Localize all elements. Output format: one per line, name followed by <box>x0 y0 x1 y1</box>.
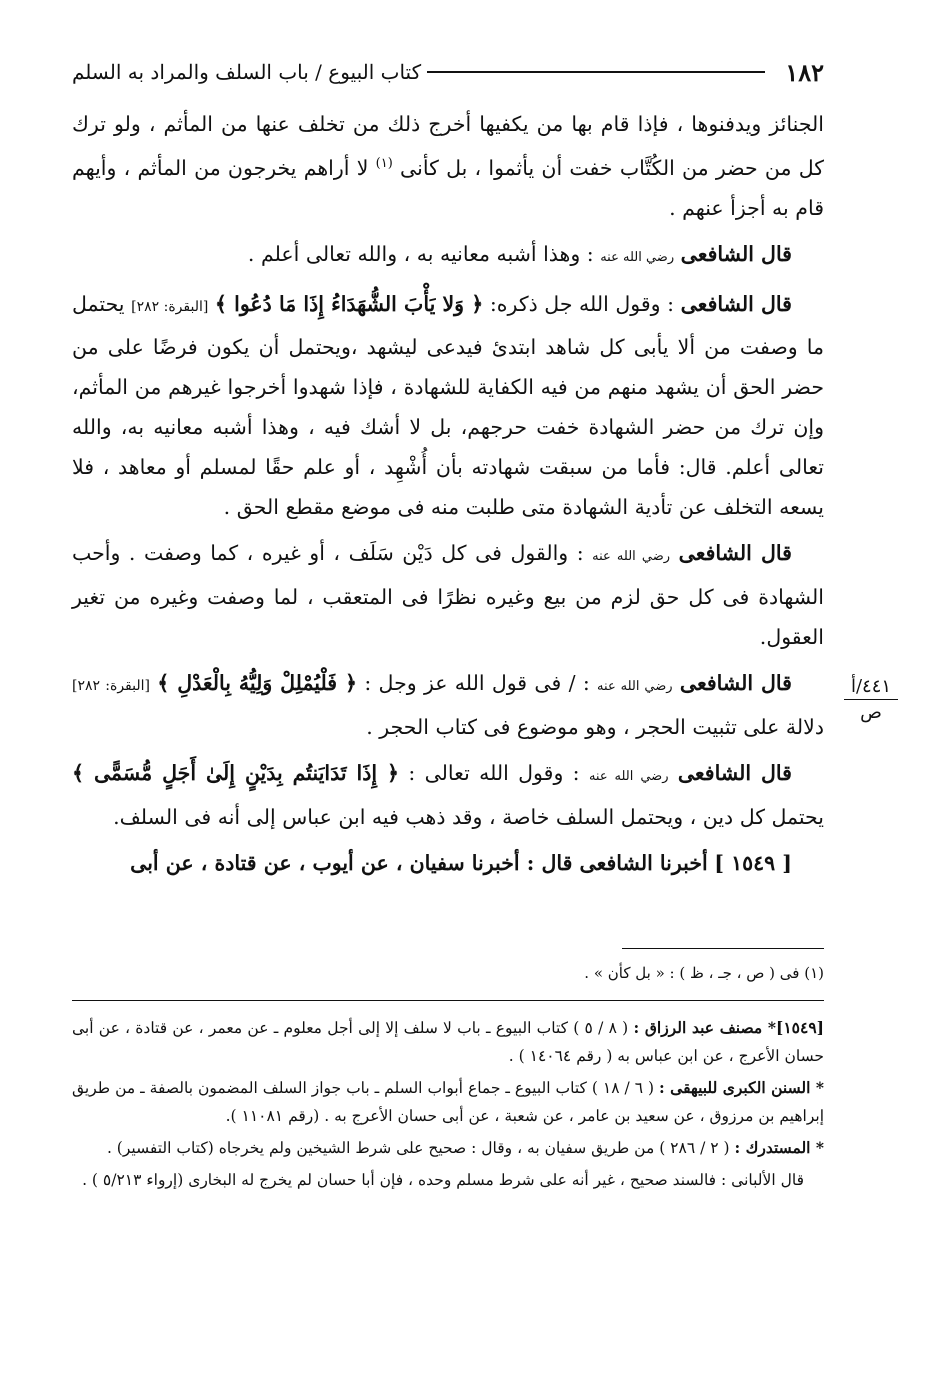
paragraph-7 <box>72 843 824 883</box>
manuscript-siglum: ص <box>860 702 882 723</box>
paragraph-text: : وقول الله جل ذكره: <box>489 291 675 316</box>
source-title: [١٥٤٩]* مصنف عبد الرزاق : <box>633 1018 824 1037</box>
folio-number: ٤٤١/أ <box>850 676 892 697</box>
footnote-marker[interactable]: (١) <box>375 156 393 171</box>
paragraph-text: الجنائز ويدفنوها ، فإذا قام بها من يكفيها أخرج ذلك من تخلف عنها من المأثم ، ولو ترك كل من حضر من الكُتَّاب خفت أن يأثموا ، بل كأنى <box>72 112 824 180</box>
source-title: * السنن الكبرى للبيهقى : <box>659 1078 824 1097</box>
paragraph-text: يحتمل كل دين ، ويحتمل السلف خاصة ، وقد ذهب فيه ابن عباس إلى أنه فى السلف. <box>113 804 824 829</box>
verse-reference: [البقرة: ٢٨٢] <box>131 298 209 315</box>
source-text: ( ٨ / ٥ ) كتاب البيوع ـ باب لا سلف إلا إلى أجل معلوم ـ عن معمر ، عن قتادة ، عن أبى حسان الأعرج ، عن ابن عباس به ( رقم ١٤٠٦٤ ) . <box>72 1019 824 1065</box>
source-entry <box>72 1166 824 1194</box>
honorific-glyph: رضي الله عنه <box>600 249 675 265</box>
source-title: * المستدرك : <box>734 1138 824 1157</box>
source-entry <box>72 1134 824 1162</box>
quran-verse: ﴿ وَلا يَأْبَ الشُّهَدَاءُ إِذَا مَا دُعُوا ﴾ <box>214 291 484 316</box>
paragraph-6 <box>72 753 824 837</box>
quran-verse: ﴿ فَلْيُمْلِلْ وَلِيُّهُ بِالْعَدْلِ ﴾ <box>157 670 358 695</box>
source-text: ( ٢ / ٢٨٦ ) من طريق سفيان به ، وقال : صحيح على شرط الشيخين ولم يخرجاه (كتاب التفسير) . <box>106 1139 730 1157</box>
paragraph-3 <box>72 284 824 527</box>
honorific-glyph: رضي الله عنه <box>592 548 671 564</box>
paragraph-text: : / فى قول الله عز وجل : <box>364 670 590 695</box>
paragraph-4 <box>72 533 824 657</box>
paragraph-2 <box>72 234 824 278</box>
footnote-1: (١) فى ( ص ، جـ ، ظ ) : « بل كأن » . <box>584 964 824 982</box>
source-text: ( ٦ / ١٨ ) كتاب البيوع ـ جماع أبواب السلم ـ باب جواز السلف المضمون بالصفة ـ من طريق إبراهيم بن مرزوق ، عن سعيد بن عامر ، عن شعبة ، عن أبى حسان الأعرج به . (رقم ١١٠٨١ ). <box>72 1079 824 1125</box>
speaker-label: قال الشافعى <box>680 291 792 316</box>
paragraph-text: أخبرنا الشافعى قال : أخبرنا سفيان ، عن أيوب ، عن قتادة ، عن أبى <box>130 850 708 875</box>
paragraph-text: : وقول الله تعالى : <box>408 760 580 785</box>
hadith-number: [ ١٥٤٩ ] <box>714 850 792 875</box>
speaker-label: قال الشافعى <box>679 670 792 695</box>
paragraph-text: : والقول فى كل دَيْن سَلَف ، أو غيره ، كما وصفت . وأحب الشهادة فى كل حق لزم من بيع وغيره نظرًا فى المتعقب ، لما وصفت وغيره من تغير العقول. <box>72 540 824 649</box>
running-title: كتاب البيوع / باب السلف والمراد به السلم <box>72 60 422 84</box>
verse-reference: [البقرة: ٢٨٢] <box>72 677 150 694</box>
speaker-label: قال الشافعى <box>677 760 792 785</box>
speaker-label: قال الشافعى <box>678 540 792 565</box>
folio-divider <box>844 699 898 700</box>
source-text: قال الألبانى : فالسند صحيح ، غير أنه على شرط مسلم وحده ، فإن أبا حسان لم يخرج له البخارى (إرواء ٥/٢١٣ ) . <box>82 1171 804 1189</box>
source-entry <box>72 1014 824 1070</box>
footnote-rule <box>622 948 824 949</box>
header-rule <box>427 71 765 73</box>
paragraph-text: : وهذا أشبه معانيه به ، والله تعالى أعلم . <box>247 241 594 266</box>
source-entry <box>72 1074 824 1130</box>
paragraph-1 <box>72 104 824 228</box>
page-header <box>72 52 824 92</box>
margin-folio-note <box>840 676 902 723</box>
quran-verse: ﴿ إِذَا تَدَايَنتُم بِدَيْنٍ إِلَىٰ أَجَلٍ مُّسَمًّى ﴾ <box>72 760 400 785</box>
honorific-glyph: رضي الله عنه <box>597 678 673 694</box>
footnotes <box>72 960 824 1009</box>
paragraph-text: يحتمل ما وصفت من ألا يأبى كل شاهد ابتدئ فيدعى ليشهد ،ويحتمل أن يكون فرضًا على من حضر الحق أن يشهد منهم من فيه الكفاية للشهادة ، فإذا شهدوا أخرجوا غيرهم من المأثم، وإن ترك من حضر الشهادة خفت حرجهم، بل لا أشك فيه ، وهذا أشبه معانيه به، والله تعالى أعلم. قال: فأما من سبقت شهادته بأن أُشْهِد ، أو علم حقًا لمسلم أو معاهد ، فلا يسعه التخلف عن تأدية الشهادة متى طلبت منه فى موضع مقطع الحق . <box>72 291 824 519</box>
paragraph-text: لا أراهم يخرجون من المأثم ، وأيهم قام به أجزأ عنهم . <box>72 155 824 220</box>
main-text <box>72 104 824 889</box>
footnote-separator <box>72 1000 824 1001</box>
page-number: ١٨٢ <box>785 57 824 87</box>
paragraph-text: دلالة على تثبيت الحجر ، وهو موضوع فى كتاب الحجر . <box>366 714 824 739</box>
speaker-label: قال الشافعى <box>680 241 792 266</box>
source-citations <box>72 1014 824 1198</box>
paragraph-5 <box>72 663 824 747</box>
honorific-glyph: رضي الله عنه <box>588 768 669 784</box>
